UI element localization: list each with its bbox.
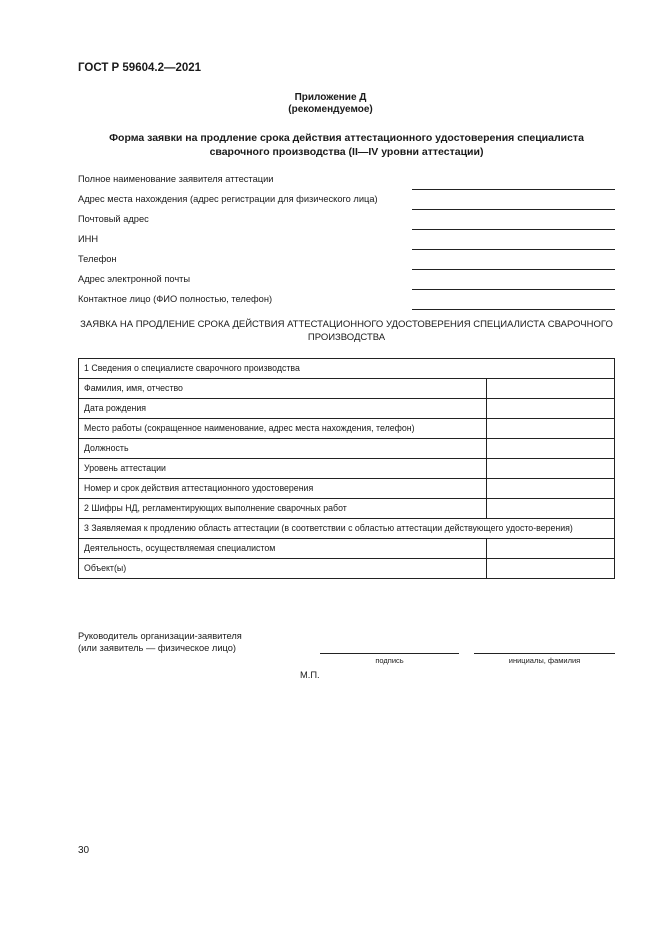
row-label-birth-date: Дата рождения bbox=[79, 399, 487, 419]
signatory-label bbox=[78, 630, 242, 654]
field-label-inn: ИНН bbox=[78, 234, 99, 244]
signature-caption: подпись bbox=[375, 656, 404, 665]
field-label-phone: Телефон bbox=[78, 254, 117, 264]
row-label-workplace: Место работы (сокращенное наименование, адрес места нахождения, телефон) bbox=[79, 419, 487, 439]
row-label-position: Должность bbox=[79, 439, 487, 459]
table-row bbox=[79, 479, 615, 499]
field-line-address[interactable] bbox=[412, 209, 615, 210]
signatory-label-line1: Руководитель организации-заявителя bbox=[78, 631, 242, 641]
row-value-nd-codes[interactable] bbox=[487, 499, 615, 519]
field-line-full-name[interactable] bbox=[412, 189, 615, 190]
signature-line[interactable] bbox=[320, 653, 459, 654]
row-label-objects: Объект(ы) bbox=[79, 559, 487, 579]
field-line-inn[interactable] bbox=[412, 249, 615, 250]
application-table bbox=[78, 358, 615, 579]
table-row bbox=[79, 499, 615, 519]
field-label-postal-address: Почтовый адрес bbox=[78, 214, 149, 224]
row-label-certificate-number: Номер и срок действия аттестационного удостоверения bbox=[79, 479, 487, 499]
field-label-full-name: Полное наименование заявителя аттестации bbox=[78, 174, 274, 184]
page-number: 30 bbox=[78, 845, 90, 856]
table-row bbox=[79, 379, 615, 399]
table-row bbox=[79, 399, 615, 419]
row-value-activity[interactable] bbox=[487, 539, 615, 559]
annex-note: (рекомендуемое) bbox=[288, 104, 373, 115]
table-section-row bbox=[79, 359, 615, 379]
row-value-certificate-number[interactable] bbox=[487, 479, 615, 499]
name-line[interactable] bbox=[474, 653, 615, 654]
field-label-address: Адрес места нахождения (адрес регистрации для физического лица) bbox=[78, 194, 378, 204]
field-line-postal-address[interactable] bbox=[412, 229, 615, 230]
table-row bbox=[79, 559, 615, 579]
signatory-label-line2: (или заявитель — физическое лицо) bbox=[78, 643, 236, 653]
row-value-birth-date[interactable] bbox=[487, 399, 615, 419]
section-3-heading: 3 Заявляемая к продлению область аттестации (в соответствии с областью аттестации действующего удосто-верения) bbox=[79, 519, 615, 539]
table-row bbox=[79, 439, 615, 459]
table-section-row bbox=[79, 519, 615, 539]
row-label-activity: Деятельность, осуществляемая специалистом bbox=[79, 539, 487, 559]
table-row bbox=[79, 539, 615, 559]
stamp-place: М.П. bbox=[300, 670, 320, 680]
field-line-contact-person[interactable] bbox=[412, 309, 615, 310]
annex-title: Приложение Д bbox=[294, 92, 367, 103]
name-caption: инициалы, фамилия bbox=[508, 656, 581, 665]
field-label-contact-person: Контактное лицо (ФИО полностью, телефон) bbox=[78, 294, 273, 304]
standard-number: ГОСТ Р 59604.2—2021 bbox=[78, 62, 202, 74]
field-line-phone[interactable] bbox=[412, 269, 615, 270]
row-label-full-name: Фамилия, имя, отчество bbox=[79, 379, 487, 399]
section-1-heading: 1 Сведения о специалисте сварочного производства bbox=[79, 359, 615, 379]
table-row bbox=[79, 419, 615, 439]
row-value-objects[interactable] bbox=[487, 559, 615, 579]
row-value-attestation-level[interactable] bbox=[487, 459, 615, 479]
field-label-email: Адрес электронной почты bbox=[78, 274, 191, 284]
row-label-nd-codes: 2 Шифры НД, регламентирующих выполнение сварочных работ bbox=[79, 499, 487, 519]
form-title: Форма заявки на продление срока действия аттестационного удостоверения специалиста сварочного производства (II—IV уровни аттестации) bbox=[109, 132, 584, 158]
row-value-position[interactable] bbox=[487, 439, 615, 459]
row-value-workplace[interactable] bbox=[487, 419, 615, 439]
application-heading: ЗАЯВКА НА ПРОДЛЕНИЕ СРОКА ДЕЙСТВИЯ АТТЕСТАЦИОННОГО УДОСТОВЕРЕНИЯ СПЕЦИАЛИСТА СВАРОЧНОГО ПРОИЗВОДСТВА bbox=[80, 319, 613, 343]
field-line-email[interactable] bbox=[412, 289, 615, 290]
row-label-attestation-level: Уровень аттестации bbox=[79, 459, 487, 479]
row-value-full-name[interactable] bbox=[487, 379, 615, 399]
table-row bbox=[79, 459, 615, 479]
